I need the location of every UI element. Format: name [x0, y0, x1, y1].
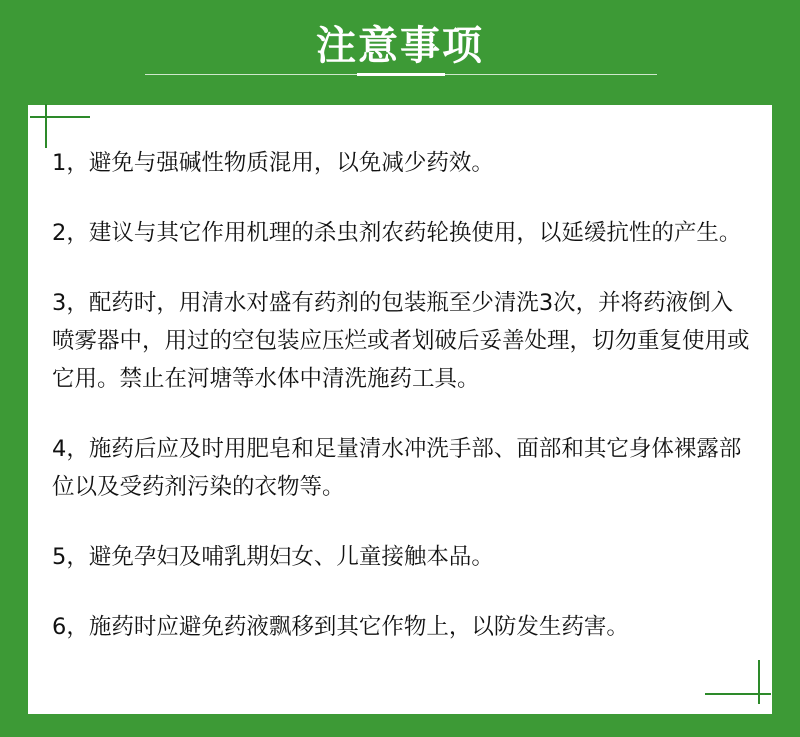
corner-decoration-bottom-right-vertical	[758, 660, 760, 704]
corner-decoration-top-left-vertical	[45, 104, 47, 148]
notice-list	[52, 144, 752, 678]
corner-decoration-bottom-right-horizontal	[705, 693, 771, 695]
notice-item: 6，施药时应避免药液飘移到其它作物上，以防发生药害。	[52, 614, 629, 640]
notice-item: 2，建议与其它作用机理的杀虫剂农药轮换使用，以延缓抗性的产生。	[52, 220, 742, 246]
corner-decoration-top-left-horizontal	[30, 116, 90, 118]
title-underline-accent	[357, 73, 445, 76]
title-divider-right	[445, 74, 657, 75]
notice-item: 4，施药后应及时用肥皂和足量清水冲洗手部、面部和其它身体裸露部位以及受药剂污染的衣物等。	[52, 436, 742, 500]
page-title: 注意事项	[316, 23, 484, 69]
title-divider-left	[145, 74, 357, 75]
notice-item: 1，避免与强碱性物质混用，以免减少药效。	[52, 150, 494, 176]
notice-item: 5，避免孕妇及哺乳期妇女、儿童接触本品。	[52, 544, 494, 570]
notice-item: 3，配药时，用清水对盛有药剂的包装瓶至少清洗3次，并将药液倒入喷雾器中，用过的空包装应压烂或者划破后妥善处理，切勿重复使用或它用。禁止在河塘等水体中清洗施药工具。	[52, 290, 750, 392]
